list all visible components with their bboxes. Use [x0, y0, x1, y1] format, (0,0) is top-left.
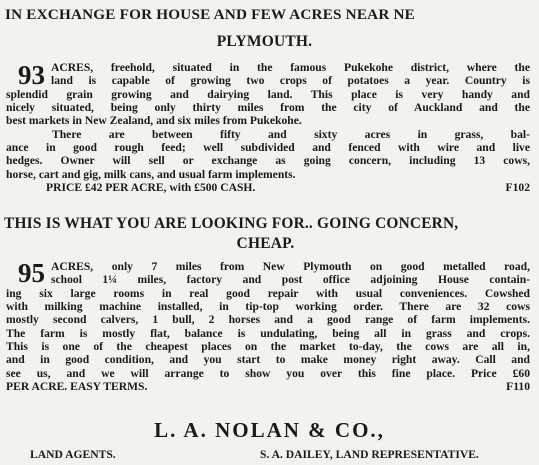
ad1-heading-line2: PLYMOUTH.: [216, 33, 313, 50]
ad1-line: land is capable of growing two crops of potatoes a year. Country is: [51, 74, 530, 88]
ad2-line: with milking machine installed, in tip-top working order. There are 32 cows: [6, 300, 530, 314]
ad2-heading-line1: THIS IS WHAT YOU ARE LOOKING FOR.. GOING CONCERN,: [4, 215, 459, 232]
ad2-line: ACRES, only 7 miles from New Plymouth on good metalled road,: [51, 260, 530, 273]
ad1-heading-line1: IN EXCHANGE FOR HOUSE AND FEW ACRES NEAR NE: [5, 6, 415, 23]
ad2-line: school 1¼ miles, factory and post office adjoining House contain-: [51, 273, 530, 287]
ad1-line: splendid grain growing and dairying land. This place is very handy and: [6, 87, 530, 101]
ad2-line: This is one of the cheapest places on the market to-day, the cows are all in,: [6, 340, 530, 354]
ad1-body: [6, 61, 530, 194]
ad1-price: PRICE £42 PER ACRE, with £500 CASH.: [46, 181, 256, 195]
ad2-terms: PER ACRE. EASY TERMS.: [6, 380, 148, 394]
ad2-line: see us, and we will arrange to show you over this fine place. Price £60: [6, 366, 530, 380]
ad1-line: hedges. Owner will sell or exchange as going concern, including 13 cows,: [6, 154, 530, 168]
ad1-ref: F102: [505, 181, 530, 195]
ad1-line: ance in good rough feed; well subdivided and fenced with wire and live: [6, 141, 530, 155]
ad2-body: [6, 260, 530, 393]
ad2-line: ing six large rooms in real good repair with usual conveniences. Cowshed: [6, 286, 530, 300]
ad2-number: 95: [18, 258, 45, 288]
ad1-line: There are between fifty and sixty acres in grass, bal-: [52, 127, 530, 141]
ad2-line: The farm is mostly flat, balance is undulating, being all in grass and crops.: [6, 326, 530, 340]
ad1-line: ACRES, freehold, situated in the famous Pukekohe district, where the: [51, 61, 530, 74]
ad1-line: best markets in New Zealand, and six miles from Pukekohe.: [6, 114, 302, 128]
firm-role-right: S. A. DAILEY, LAND REPRESENTATIVE.: [260, 448, 479, 461]
firm-role-left: LAND AGENTS.: [30, 448, 116, 461]
ad1-price-line: [6, 181, 530, 194]
ad1-number: 93: [18, 60, 45, 90]
firm-name: L. A. NOLAN & CO.,: [154, 418, 385, 442]
ad1-line: nicely situated, being only thirty miles from the city of Auckland and the: [6, 101, 530, 115]
ad2-line: and in good condition, and you start to make money right away. Call and: [6, 353, 530, 367]
ad2-terms-line: [6, 380, 530, 393]
ad2-heading-line2: CHEAP.: [236, 235, 295, 252]
ad2-line: mostly second calvers, 1 bull, 2 horses and a good range of farm implements.: [6, 313, 530, 327]
ad1-line: horse, cart and gig, milk cans, and usual farm implements.: [6, 167, 296, 181]
ad2-ref: F110: [506, 380, 530, 394]
